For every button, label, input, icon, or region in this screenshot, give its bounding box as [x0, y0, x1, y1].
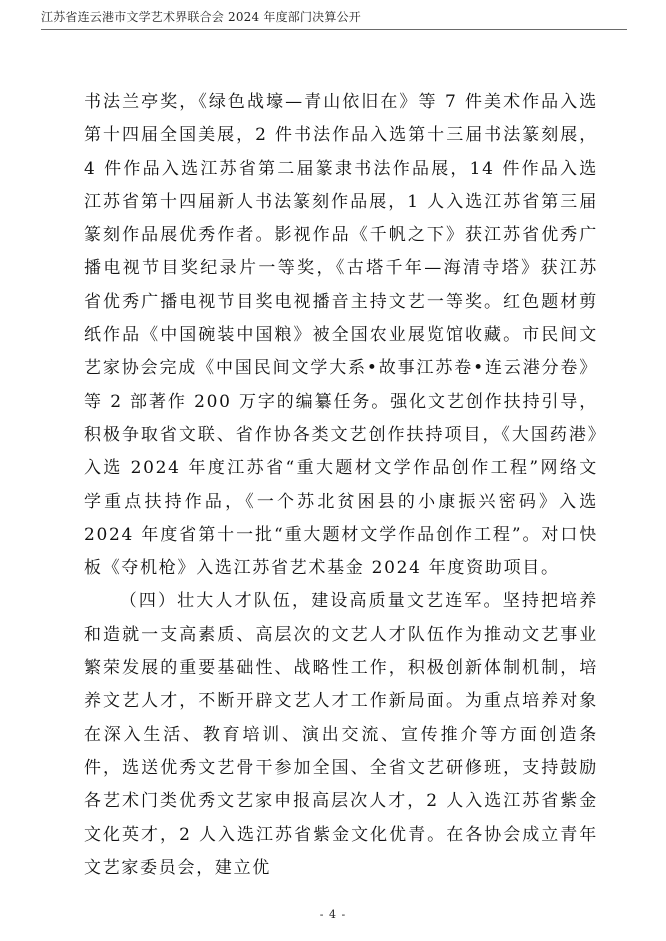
- page-number: - 4 -: [319, 908, 347, 921]
- header-divider: [41, 29, 627, 30]
- paragraph-continued: 书法兰亭奖，《绿色战壕—青山依旧在》等 7 件美术作品入选第十四届全国美展，2 件书法作品入选第十三届书法篆刻展，4 件作品入选江苏省第二届篆隶书法作品展，14 件作品入选江苏省第十四届新人书法篆刻作品展，1 人入选江苏省第三届篆刻作品展优秀作者。影视作品《千帆之下》获江苏省优秀广播电视节目奖纪录片一等奖，《古塔千年—海清寺塔》获江苏省优秀广播电视节目奖电视播音主持文艺一等奖。红色题材剪纸作品《中国碗装中国粮》被全国农业展览馆收藏。市民间文艺家协会完成《中国民间文学大系•故事江苏卷•连云港分卷》等 2 部著作 200 万字的编纂任务。强化文艺创作扶持引导，积极争取省文联、省作协各类文艺创作扶持项目，《大国药港》入选 2024 年度江苏省“重大题材文学作品创作工程”网络文学重点扶持作品，《一个苏北贫困县的小康振兴密码》入选 2024 年度省第十一批“重大题材文学作品创作工程”。对口快板《夺机枪》入选江苏省艺术基金 2024 年度资助项目。: [84, 92, 598, 579]
- document-body: [84, 86, 598, 885]
- running-header: 江苏省连云港市文学艺术界联合会 2024 年度部门决算公开: [41, 10, 361, 24]
- paragraph-section-four: （四）壮大人才队伍，建设高质量文艺连军。坚持把培养和造就一支高素质、高层次的文艺人才队伍作为推动文艺事业繁荣发展的重要基础性、战略性工作，积极创新体制机制，培养文艺人才，不断开辟文艺人才工作新局面。为重点培养对象在深入生活、教育培训、演出交流、宣传推介等方面创造条件，选送优秀文艺骨干参加全国、全省文艺研修班，支持鼓励各艺术门类优秀文艺家申报高层次人才，2 人入选江苏省紫金文化英才，2 人入选江苏省紫金文化优青。在各协会成立青年文艺家委员会，建立优: [84, 591, 598, 878]
